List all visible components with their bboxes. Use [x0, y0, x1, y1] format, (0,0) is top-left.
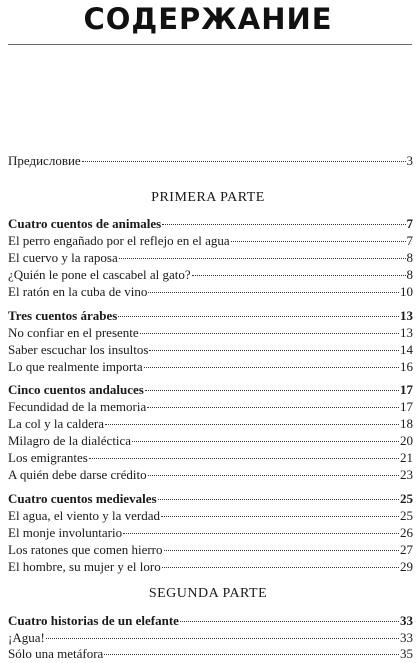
- toc-entry: [8, 250, 413, 266]
- toc-section-title: Cinco cuentos andaluces: [8, 382, 144, 397]
- toc-entry: [8, 646, 413, 662]
- part-heading-segunda: SEGUNDA PARTE: [148, 586, 268, 601]
- dot-leader: [82, 161, 406, 162]
- toc-section-page: 7: [406, 216, 413, 231]
- toc-section-title: Tres cuentos árabes: [8, 308, 118, 323]
- toc-entry: [8, 630, 413, 646]
- toc-entry-title: El monje involuntario: [8, 525, 123, 540]
- toc-entry-title: Предисловие: [8, 153, 81, 168]
- toc-entry: [8, 359, 413, 375]
- toc-section: [8, 308, 413, 324]
- toc-entry-page: 14: [400, 342, 413, 357]
- dot-leader: [144, 367, 399, 368]
- toc-entry-page: 25: [400, 508, 413, 523]
- toc-section: [8, 491, 413, 507]
- toc-entry-page: 10: [400, 284, 413, 299]
- toc-entry: [8, 325, 413, 341]
- page-title: СОДЕРЖАНИЕ: [83, 2, 333, 36]
- toc-preface: [8, 153, 413, 169]
- toc-entry-title: Los ratones que comen hierro: [8, 542, 163, 557]
- dot-leader: [118, 316, 399, 317]
- toc-entry-page: 18: [400, 416, 413, 431]
- toc-entry-page: 29: [400, 559, 413, 574]
- toc-section: [8, 613, 413, 629]
- dot-leader: [164, 550, 399, 551]
- toc-entry: [8, 284, 413, 300]
- toc-entry-page: 20: [400, 433, 413, 448]
- dot-leader: [46, 638, 399, 639]
- toc-section-page: 33: [400, 613, 413, 628]
- toc-entry-page: 26: [400, 525, 413, 540]
- toc-entry-title: Saber escuchar los insultos: [8, 342, 149, 357]
- toc-entry-title: Fecundidad de la memoria: [8, 399, 147, 414]
- dot-leader: [140, 333, 399, 334]
- toc-entry-title: A quién debe darse crédito: [8, 467, 147, 482]
- toc-entry: [8, 467, 413, 483]
- toc-section: [8, 216, 413, 232]
- toc-entry-page: 35: [400, 646, 413, 661]
- toc-entry: [8, 450, 413, 466]
- toc-entry-page: 8: [406, 267, 413, 282]
- dot-leader: [132, 441, 399, 442]
- toc-entry: [8, 525, 413, 541]
- toc-entry-page: 17: [400, 399, 413, 414]
- toc-entry-page: 16: [400, 359, 413, 374]
- toc-entry-page: 27: [400, 542, 413, 557]
- toc-entry-title: ¡Agua!: [8, 630, 45, 645]
- toc-entry: [8, 433, 413, 449]
- toc-entry-title: Sólo una metáfora: [8, 646, 104, 661]
- toc-entry-page: 21: [400, 450, 413, 465]
- dot-leader: [149, 350, 399, 351]
- toc-section-title: Cuatro cuentos medievales: [8, 491, 157, 506]
- toc-entry: [8, 267, 413, 283]
- dot-leader: [145, 390, 399, 391]
- dot-leader: [161, 516, 399, 517]
- toc-entry-title: El cuervo y la raposa: [8, 250, 118, 265]
- dot-leader: [148, 292, 399, 293]
- toc-entry-page: 23: [400, 467, 413, 482]
- dot-leader: [162, 224, 405, 225]
- toc-entry-page: 7: [406, 233, 413, 248]
- toc-entry-title: Los emigrantes: [8, 450, 88, 465]
- dot-leader: [162, 567, 399, 568]
- toc-entry: [8, 399, 413, 415]
- toc-entry: [8, 416, 413, 432]
- dot-leader: [104, 654, 399, 655]
- toc-entry-page: 13: [400, 325, 413, 340]
- toc-section-title: Cuatro historias de un elefante: [8, 613, 179, 628]
- toc-entry-title: El ratón en la cuba de vino: [8, 284, 148, 299]
- toc-entry-title: El perro engañado por el reflejo en el agua: [8, 233, 230, 248]
- toc-section-page: 13: [400, 308, 413, 323]
- title-rule: [8, 44, 412, 45]
- toc-entry-page: 33: [400, 630, 413, 645]
- dot-leader: [148, 475, 399, 476]
- toc-entry: [8, 508, 413, 524]
- toc-entry-title: El hombre, su mujer y el loro: [8, 559, 161, 574]
- toc-section-page: 25: [400, 491, 413, 506]
- toc-section-title: Cuatro cuentos de animales: [8, 216, 162, 231]
- toc-entry-title: No confiar en el presente: [8, 325, 139, 340]
- toc-entry-title: La col y la caldera: [8, 416, 104, 431]
- toc-entry: [8, 342, 413, 358]
- toc-section-page: 17: [400, 382, 413, 397]
- dot-leader: [89, 458, 399, 459]
- dot-leader: [119, 258, 406, 259]
- toc-entry-page: 3: [406, 153, 413, 168]
- dot-leader: [123, 533, 399, 534]
- toc-section: [8, 382, 413, 398]
- part-heading-primera: PRIMERA PARTE: [151, 190, 265, 205]
- dot-leader: [158, 499, 399, 500]
- dot-leader: [192, 275, 406, 276]
- toc-entry-page: 8: [406, 250, 413, 265]
- dot-leader: [105, 424, 399, 425]
- toc-entry-title: Lo que realmente importa: [8, 359, 143, 374]
- dot-leader: [147, 407, 399, 408]
- toc-entry-title: El agua, el viento y la verdad: [8, 508, 160, 523]
- toc-entry: [8, 559, 413, 575]
- toc-entry: [8, 542, 413, 558]
- toc-entry-title: ¿Quién le pone el cascabel al gato?: [8, 267, 191, 282]
- toc-entry-title: Milagro de la dialéctica: [8, 433, 132, 448]
- dot-leader: [231, 241, 406, 242]
- toc-entry: [8, 233, 413, 249]
- dot-leader: [180, 621, 399, 622]
